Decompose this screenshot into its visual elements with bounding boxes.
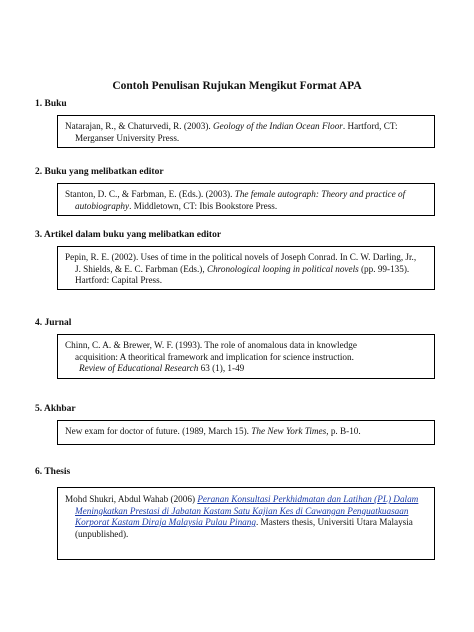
reference-line: [65, 506, 427, 518]
reference-line: acquisition: A theoritical framework and implication for science instruction.: [75, 351, 354, 362]
reference-box-buku-editor: [57, 183, 435, 216]
reference-line: Mohd Shukri, Abdul Wahab (2006) Peranan Konsultasi Perkhidmatan dan Latihan (PL) Dalam: [65, 494, 419, 504]
thesis-title-link[interactable]: Meningkatkan Prestasi di Jabatan Kastam Satu Kajian Kes di Cawangan Penguatkuasaan: [75, 505, 409, 516]
thesis-title-link[interactable]: Korporat Kastam Diraja Malaysia Pulau Pinang: [75, 517, 256, 527]
thesis-title-link[interactable]: Peranan Konsultasi Perkhidmatan dan Latihan (PL) Dalam: [197, 494, 419, 504]
reference-line: (unpublished).: [75, 528, 129, 539]
reference-box-thesis: [57, 487, 435, 560]
reference-line: Natarajan, R., & Chaturvedi, R. (2003). Geology of the Indian Ocean Floor. Hartford, CT:: [65, 121, 398, 131]
reference-line: Stanton, D. C., & Farbman, E. (Eds.). (2003). The female autograph: Theory and practice of: [65, 189, 406, 199]
reference-line: autobiography. Middletown, CT: Ibis Bookstore Press.: [75, 200, 278, 211]
reference-box-buku: [57, 115, 435, 148]
reference-line: Hartford: Capital Press.: [75, 275, 163, 285]
reference-line: Korporat Kastam Diraja Malaysia Pulau Pinang. Masters thesis, Universiti Utara Malaysia: [75, 517, 413, 527]
reference-box-artikel-buku: [57, 246, 435, 290]
heading-akhbar: 5. Akhbar: [35, 404, 76, 414]
reference-line: J. Shields, & E. C. Farbman (Eds.), Chronological looping in political novels (pp. 99-135).: [75, 263, 410, 274]
reference-line: Pepin, R. E. (2002). Uses of time in the political novels of Joseph Conrad. In C. W. Darling, Jr.,: [65, 252, 417, 262]
heading-buku: 1. Buku: [35, 99, 67, 109]
reference-box-akhbar: [57, 420, 435, 445]
reference-line: Chinn, C. A. & Brewer, W. F. (1993). The role of anomalous data in knowledge: [65, 340, 357, 350]
heading-thesis: 6. Thesis: [35, 467, 71, 477]
document-title: Contoh Penulisan Rujukan Mengikut Format APA: [112, 80, 362, 92]
reference-line: New exam for doctor of future. (1989, March 15). The New York Times, p. B-10.: [65, 426, 361, 436]
reference-line: Merganser University Press.: [75, 132, 180, 143]
heading-jurnal: 4. Jurnal: [35, 318, 72, 328]
heading-artikel-buku: 3. Artikel dalam buku yang melibatkan editor: [35, 230, 222, 240]
reference-box-jurnal: [57, 334, 435, 379]
reference-line: Review of Educational Research 63 (1), 1-49: [79, 363, 245, 373]
heading-buku-editor: 2. Buku yang melibatkan editor: [35, 167, 164, 177]
